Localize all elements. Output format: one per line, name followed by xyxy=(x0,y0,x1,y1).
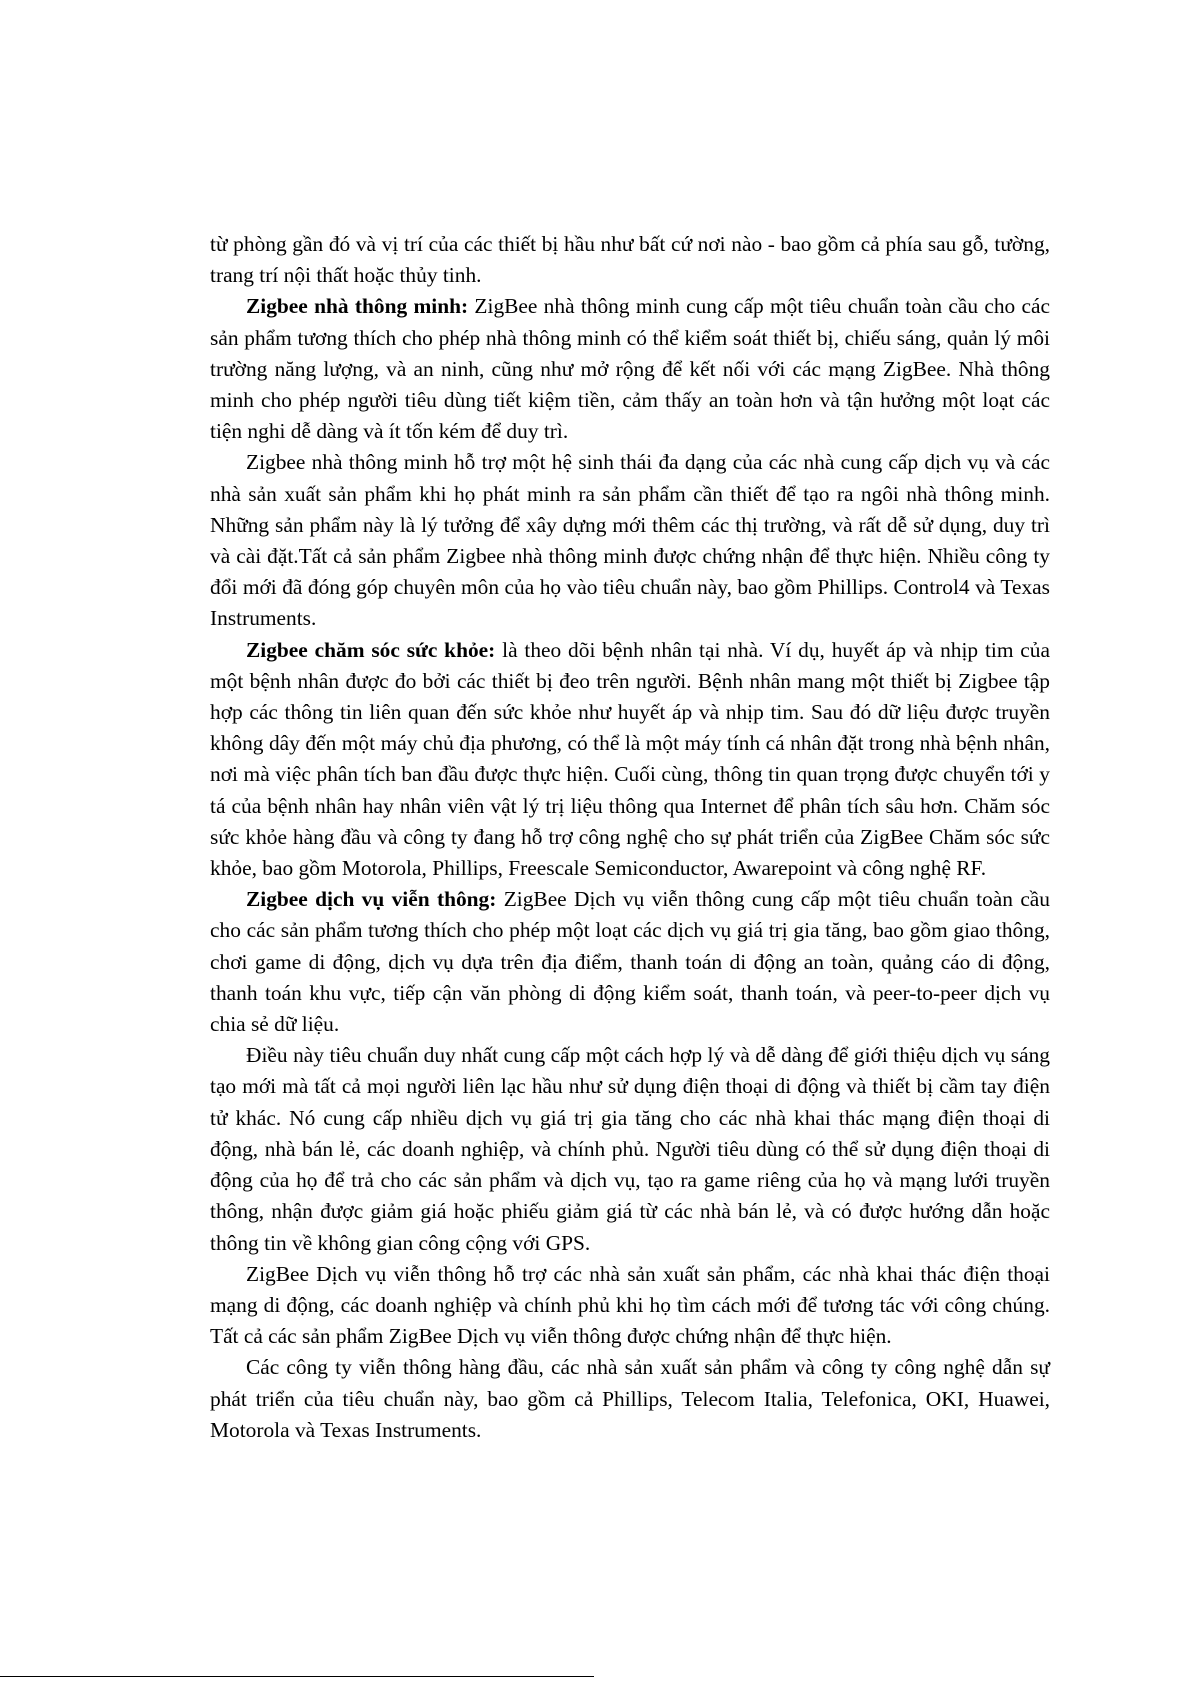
paragraph-heading: Zigbee nhà thông minh: xyxy=(246,294,469,319)
paragraph-smart-home-ecosystem xyxy=(210,447,1050,634)
paragraph-text: ZigBee Dịch vụ viễn thông hỗ trợ các nhà sản xuất sản phẩm, các nhà khai thác điện thoại mạng di động, các doanh nghiệp và chính phủ khi họ tìm cách mới để tương tác với công chúng. Tất cả các sản phẩm ZigBee Dịch vụ viễn thông được chứng nhận để thực hiện. xyxy=(210,1261,1050,1349)
paragraph-smart-home xyxy=(210,291,1050,447)
paragraph-text: ZigBee nhà thông minh cung cấp một tiêu chuẩn toàn cầu cho các sản phẩm tương thích cho phép nhà thông minh có thể kiểm soát thiết bị, chiếu sáng, quản lý môi trường năng lượng, và an ninh, cũng như mở rộng để kết nối với các mạng ZigBee. Nhà thông minh cho phép người tiêu dùng tiết kiệm tiền, cảm thấy an toàn hơn và tận hưởng một loạt các tiện nghi dễ dàng và ít tốn kém để duy trì. xyxy=(210,294,1050,444)
paragraph-heading: Zigbee dịch vụ viễn thông: xyxy=(246,887,497,912)
footnote-divider xyxy=(0,1676,594,1677)
paragraph-text: ZigBee Dịch vụ viễn thông cung cấp một tiêu chuẩn toàn cầu cho các sản phẩm tương thích cho phép một loạt các dịch vụ giá trị gia tăng, bao gồm giao thông, chơi game di động, dịch vụ dựa trên địa điểm, thanh toán di động an toàn, quảng cáo di động, thanh toán khu vực, tiếp cận văn phòng di động kiểm soát, thanh toán, và peer-to-peer dịch vụ chia sẻ dữ liệu. xyxy=(210,887,1051,1037)
paragraph-telecom-standard xyxy=(210,1040,1050,1258)
paragraph-text: Zigbee nhà thông minh hỗ trợ một hệ sinh thái đa dạng của các nhà cung cấp dịch vụ và các nhà sản xuất sản phẩm khi họ phát minh ra sản phẩm cần thiết để tạo ra ngôi nhà thông minh. Những sản phẩm này là lý tưởng để xây dựng mới thêm các thị trường, và rất dễ sử dụng, duy trì và cài đặt.Tất cả sản phẩm Zigbee nhà thông minh được chứng nhận để thực hiện. Nhiều công ty đổi mới đã đóng góp chuyên môn của họ vào tiêu chuẩn này, bao gồm Phillips. Control4 và Texas Instruments. xyxy=(210,450,1050,631)
paragraph-telecom-services xyxy=(210,884,1050,1040)
paragraph-text: là theo dõi bệnh nhân tại nhà. Ví dụ, huyết áp và nhịp tim của một bệnh nhân được đo bởi các thiết bị đeo trên người. Bệnh nhân mang một thiết bị Zigbee tập hợp các thông tin liên quan đến sức khỏe như huyết áp và nhịp tim. Sau đó dữ liệu được truyền không dây đến một máy chủ địa phương, có thể là một máy tính cá nhân đặt trong nhà bệnh nhân, nơi mà việc phân tích ban đầu được thực hiện. Cuối cùng, thông tin quan trọng được chuyển tới y tá của bệnh nhân hay nhân viên vật lý trị liệu thông qua Internet để phân tích sâu hơn. Chăm sóc sức khỏe hàng đầu và công ty đang hỗ trợ công nghệ cho sự phát triển của ZigBee Chăm sóc sức khỏe, bao gồm Motorola, Phillips, Freescale Semiconductor, Awarepoint và công nghệ RF. xyxy=(210,637,1050,881)
paragraph-text: từ phòng gần đó và vị trí của các thiết bị hầu như bất cứ nơi nào - bao gồm cả phía sau gỗ, tường, trang trí nội thất hoặc thủy tinh. xyxy=(210,232,1050,288)
paragraph-telecom-companies xyxy=(210,1352,1050,1446)
document-body xyxy=(210,229,1050,1446)
paragraph-continuation xyxy=(210,229,1050,291)
paragraph-text: Điều này tiêu chuẩn duy nhất cung cấp một cách hợp lý và dễ dàng để giới thiệu dịch vụ sáng tạo mới mà tất cả mọi người liên lạc hầu như sử dụng điện thoại di động và thiết bị cầm tay điện tử khác. Nó cung cấp nhiều dịch vụ giá trị gia tăng cho các nhà khai thác mạng điện thoại di động, nhà bán lẻ, các doanh nghiệp, và chính phủ. Người tiêu dùng có thể sử dụng điện thoại di động của họ để trả cho các sản phẩm và dịch vụ, tạo ra game riêng của họ và mạng lưới truyền thông, nhận được giảm giá hoặc phiếu giảm giá từ các nhà bán lẻ, và có được hướng dẫn hoặc thông tin về không gian công cộng với GPS. xyxy=(210,1043,1050,1255)
paragraph-health-care xyxy=(210,635,1050,885)
paragraph-text: Các công ty viễn thông hàng đầu, các nhà sản xuất sản phẩm và công ty công nghệ dẫn sự phát triển của tiêu chuẩn này, bao gồm cả Phillips, Telecom Italia, Telefonica, OKI, Huawei, Motorola và Texas Instruments. xyxy=(210,1355,1050,1442)
paragraph-telecom-support xyxy=(210,1259,1050,1353)
paragraph-heading: Zigbee chăm sóc sức khỏe: xyxy=(246,637,496,662)
